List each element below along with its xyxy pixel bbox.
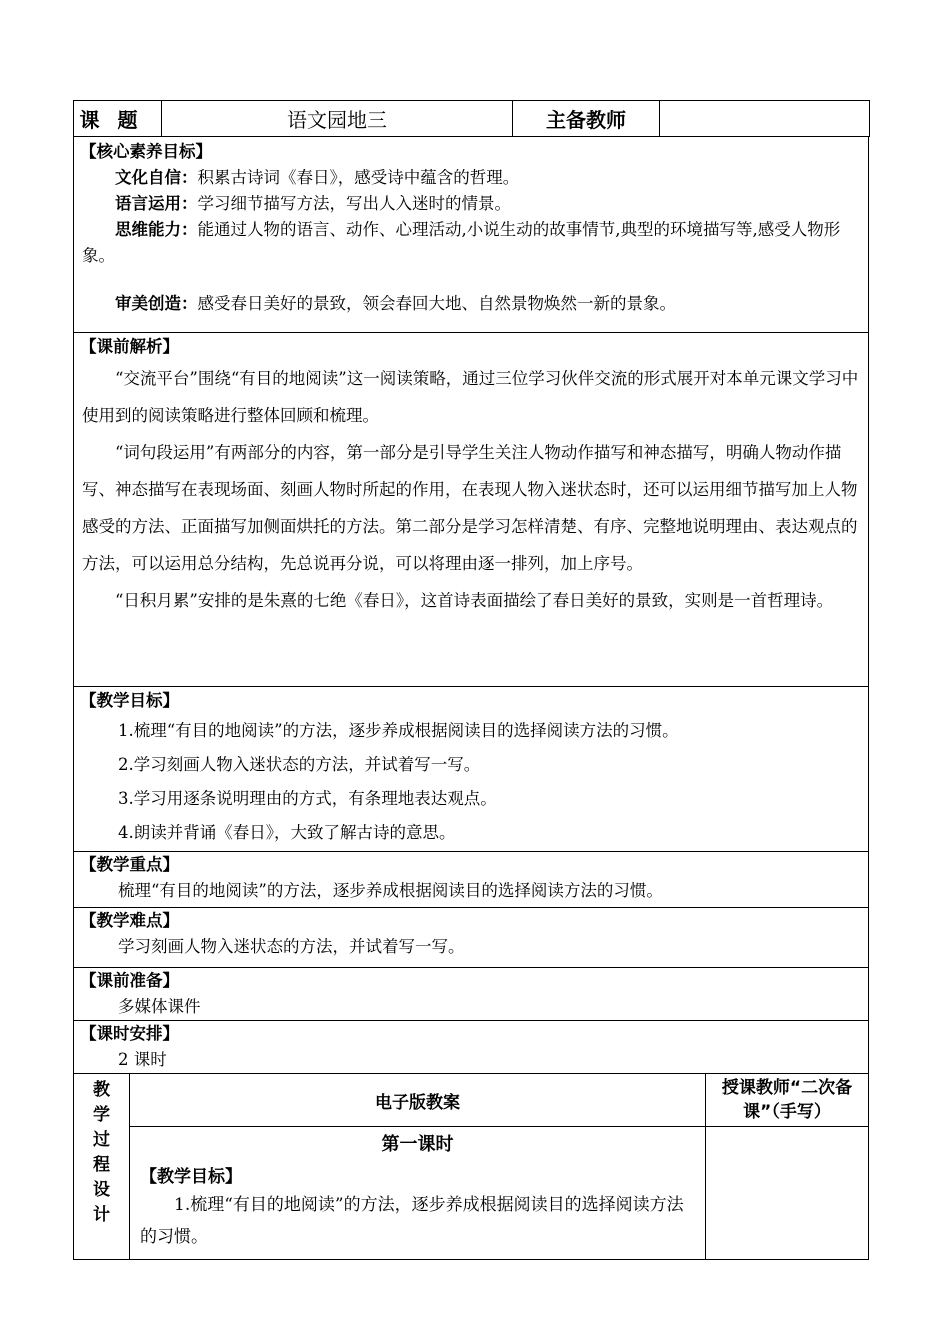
key-points-section — [74, 852, 869, 908]
schedule-title: 【课时安排】 — [80, 1024, 179, 1043]
core-item-aesthetic: 审美创造：感受春日美好的景致，领会春回大地、自然景物焕然一新的景象。 — [115, 294, 676, 313]
teacher-value — [660, 101, 870, 137]
analysis-paragraph: “交流平台”围绕“有目的地阅读”这一阅读策略，通过三位学习伙伴交流的形式展开对本单元课文学习中使用到的阅读策略进行整体回顾和梳理。 — [82, 369, 859, 425]
topic-label: 课题 — [74, 101, 162, 137]
second-prep-header: 授课教师“二次备课”（手写） — [706, 1074, 869, 1127]
difficulties-text: 学习刻画人物入迷状态的方法，并试着写一写。 — [118, 937, 465, 956]
process-side-label: 教 学 过 程 设 计 — [74, 1074, 130, 1260]
objectives-section — [74, 687, 869, 852]
analysis-paragraph: “日积月累”安排的是朱熹的七绝《春日》，这首诗表面描绘了春日美好的景致，实则是一首哲理诗。 — [115, 591, 834, 610]
lesson-content — [130, 1127, 706, 1260]
process-body-row — [74, 1127, 869, 1260]
preparation-title: 【课前准备】 — [80, 971, 179, 990]
preparation-section — [74, 968, 869, 1021]
schedule-text: 2 课时 — [118, 1050, 167, 1069]
header-table — [73, 100, 870, 137]
difficulties-title: 【教学难点】 — [80, 911, 179, 930]
objective-item: 4.朗读并背诵《春日》，大致了解古诗的意思。 — [118, 823, 456, 842]
process-table — [73, 1073, 869, 1260]
objective-item: 2.学习刻画人物入迷状态的方法，并试着写一写。 — [118, 755, 481, 774]
key-points-text: 梳理“有目的地阅读”的方法，逐步养成根据阅读目的选择阅读方法的习惯。 — [118, 881, 663, 900]
core-item-thinking: 思维能力：能通过人物的语言、动作、心理活动,小说生动的故事情节,典型的环境描写等,感受人物形象。 — [82, 220, 841, 265]
analysis-paragraph: “词句段运用”有两部分的内容，第一部分是引导学生关注人物动作描写和神态描写，明确人物动作描写、神态描写在表现场面、刻画人物时所起的作用，在表现人物入迷状态时，还可以运用细节描写加上人物感受的方法、正面描写加侧面烘托的方法。第二部分是学习怎样清楚、有序、完整地说明理由、表达观点的方法，可以运用总分结构，先总说再分说，可以将理由逐一排列，加上序号。 — [82, 443, 858, 573]
analysis-section — [74, 333, 869, 687]
lesson-objectives-title: 【教学目标】 — [140, 1167, 242, 1187]
lesson-objective-item: 1.梳理“有目的地阅读”的方法，逐步养成根据阅读目的选择阅读方法的习惯。 — [140, 1195, 684, 1247]
objective-item: 1.梳理“有目的地阅读”的方法，逐步养成根据阅读目的选择阅读方法的习惯。 — [118, 721, 679, 740]
preparation-text: 多媒体课件 — [118, 997, 201, 1016]
process-header-row — [74, 1074, 869, 1127]
core-literacy-title: 【核心素养目标】 — [80, 142, 212, 161]
lesson-title: 第一课时 — [381, 1134, 454, 1155]
topic-value: 语文园地三 — [162, 101, 513, 137]
ebook-header: 电子版教案 — [130, 1074, 706, 1127]
objectives-title: 【教学目标】 — [80, 691, 179, 710]
header-row — [74, 101, 870, 137]
objective-item: 3.学习用逐条说明理由的方式，有条理地表达观点。 — [118, 789, 497, 808]
lesson-plan-page — [73, 100, 869, 1260]
second-prep-area[interactable] — [706, 1127, 869, 1260]
content-table — [73, 136, 869, 1074]
schedule-section — [74, 1021, 869, 1074]
key-points-title: 【教学重点】 — [80, 855, 179, 874]
core-item-language: 语言运用：学习细节描写方法，写出人入迷时的情景。 — [115, 194, 511, 213]
difficulties-section — [74, 908, 869, 968]
analysis-title: 【课前解析】 — [80, 337, 179, 356]
core-literacy-section — [74, 137, 869, 333]
core-item-culture: 文化自信：积累古诗词《春日》，感受诗中蕴含的哲理。 — [115, 168, 520, 187]
teacher-label: 主备教师 — [513, 101, 660, 137]
